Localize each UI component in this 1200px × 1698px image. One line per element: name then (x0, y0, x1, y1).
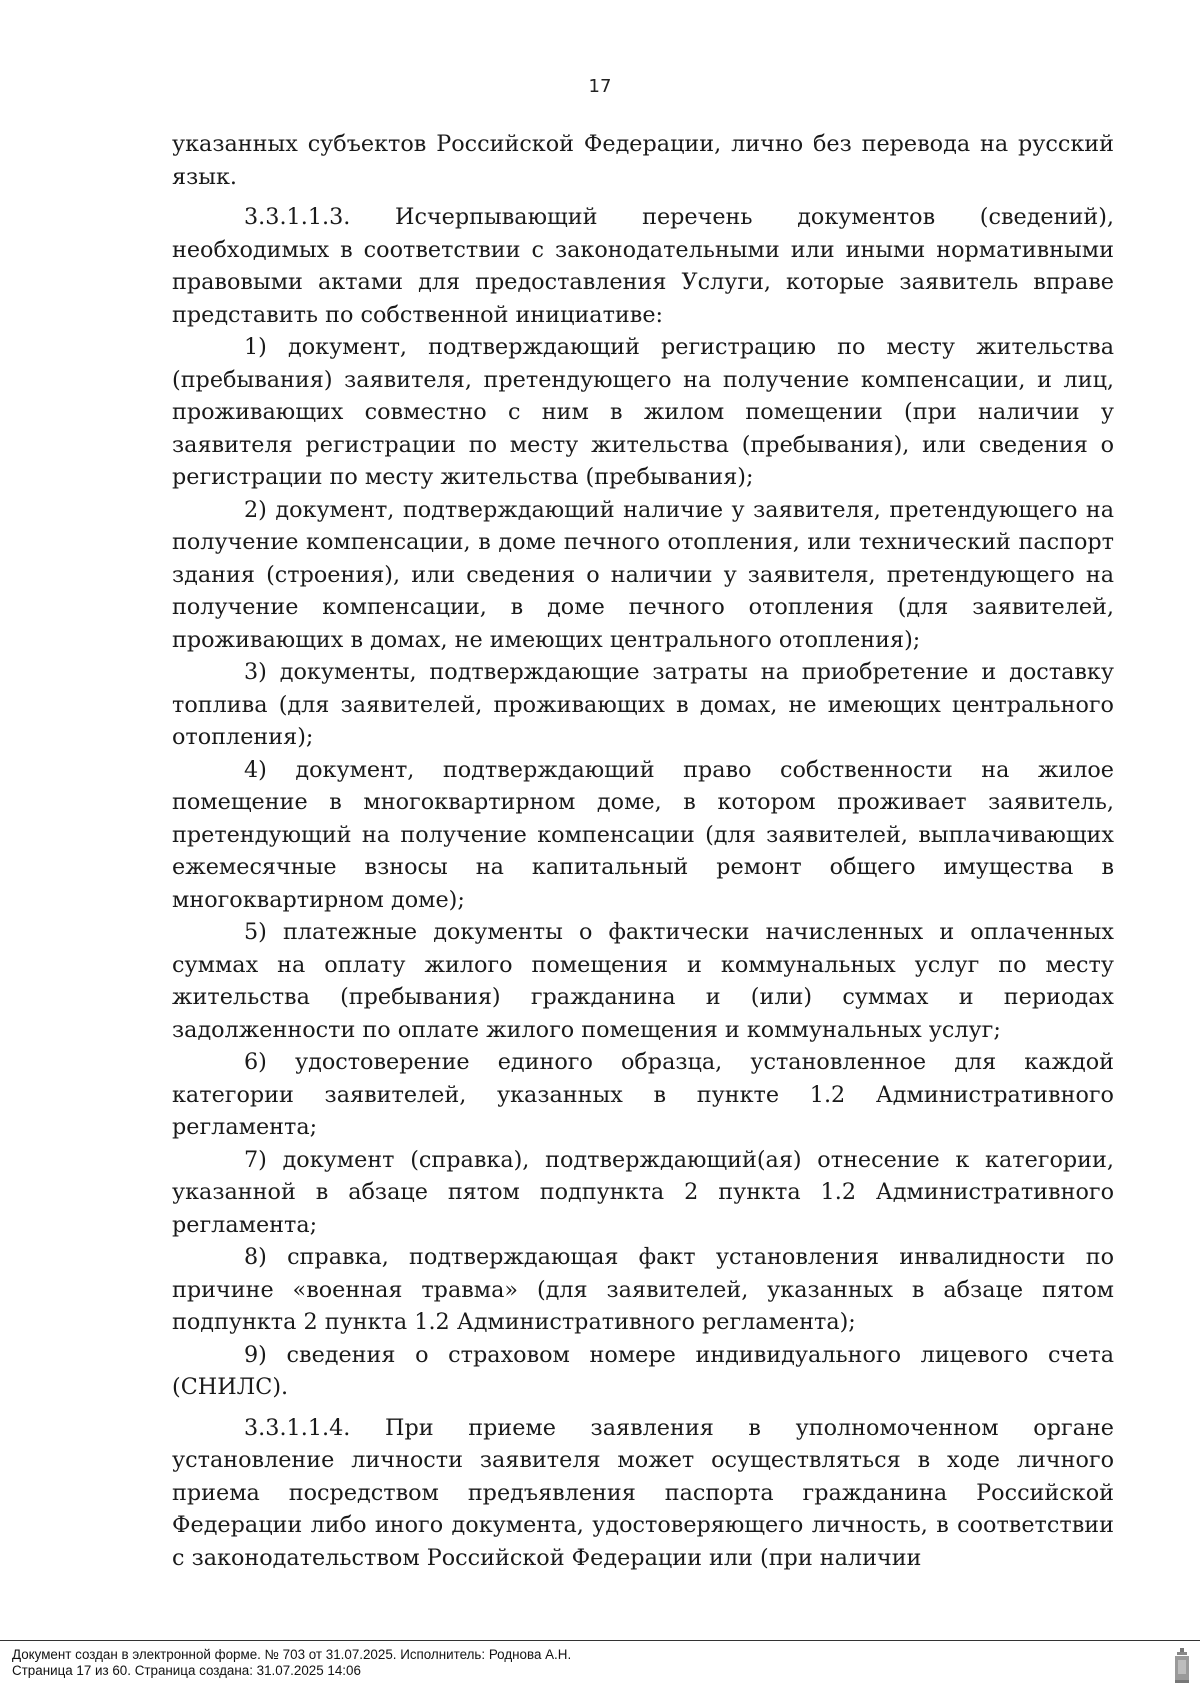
list-item-5: 5) платежные документы о фактически начисленных и оплаченных суммах на оплату жилого помещения и коммунальных услуг по месту жительства (пребывания) гражданина и (или) суммах и периодах задолженности по оплате жилого помещения и коммунальных услуг; (172, 919, 1114, 1043)
paragraph-3-3-1-1-3: 3.3.1.1.3. Исчерпывающий перечень документов (сведений), необходимых в соответствии с законодательными или иными нормативными правовыми актами для предоставления Услуги, которые заявитель вправе представить по собственной инициативе: (172, 204, 1114, 328)
list-item-3: 3) документы, подтверждающие затраты на приобретение и доставку топлива (для заявителей, проживающих в домах, не имеющих центрального отопления); (172, 659, 1114, 750)
paragraph-continuation: указанных субъектов Российской Федерации, лично без перевода на русский язык. (172, 131, 1114, 190)
list-item-9: 9) сведения о страховом номере индивидуального лицевого счета (СНИЛС). (172, 1341, 1114, 1400)
footer-document-info: Документ создан в электронной форме. № 703 от 31.07.2025. Исполнитель: Роднова А.Н. (12, 1647, 572, 1662)
footer-divider (0, 1640, 1200, 1641)
paragraph-3-3-1-1-4: 3.3.1.1.4. При приеме заявления в уполномоченном органе установление личности заявителя может осуществляться в ходе личного приема посредством предъявления паспорта гражданина Российской Федерации либо иного документа, удостоверяющего личность, в соответствии с законодательством Российской Федерации или (при наличии (172, 1414, 1114, 1571)
list-item-8: 8) справка, подтверждающая факт установления инвалидности по причине «военная травма» (для заявителей, указанных в абзаце пятом подпункта 2 пункта 1.2 Административного регламента); (172, 1244, 1114, 1335)
footer-page-info: Страница 17 из 60. Страница создана: 31.07.2025 14:06 (12, 1663, 361, 1678)
page-number: 17 (588, 76, 612, 97)
list-item-4: 4) документ, подтверждающий право собственности на жилое помещение в многоквартирном доме, в котором проживает заявитель, претендующий на получение компенсации (для заявителей, выплачивающих ежемесячные взносы на капитальный ремонт общего имущества в многоквартирном доме); (172, 756, 1114, 913)
document-body (172, 128, 1114, 1574)
list-item-2: 2) документ, подтверждающий наличие у заявителя, претендующего на получение компенсации, в доме печного отопления, или технический паспорт здания (строения), или сведения о наличии у заявителя, претендующего на получение компенсации, в доме печного отопления (для заявителей, проживающих в домах, не имеющих центрального отопления); (172, 496, 1114, 653)
list-item-6: 6) удостоверение единого образца, установленное для каждой категории заявителей, указанных в пункте 1.2 Административного регламента; (172, 1049, 1114, 1140)
coat-of-arms-icon (1174, 1648, 1190, 1684)
footer (12, 1647, 571, 1679)
list-item-7: 7) документ (справка), подтверждающий(ая) отнесение к категории, указанной в абзаце пятом подпункта 2 пункта 1.2 Административного регламента; (172, 1146, 1114, 1238)
list-item-1: 1) документ, подтверждающий регистрацию по месту жительства (пребывания) заявителя, претендующего на получение компенсации, и лиц, проживающих совместно с ним в жилом помещении (при наличии у заявителя регистрации по месту жительства (пребывания), или сведения о регистрации по месту жительства (пребывания); (172, 334, 1114, 490)
